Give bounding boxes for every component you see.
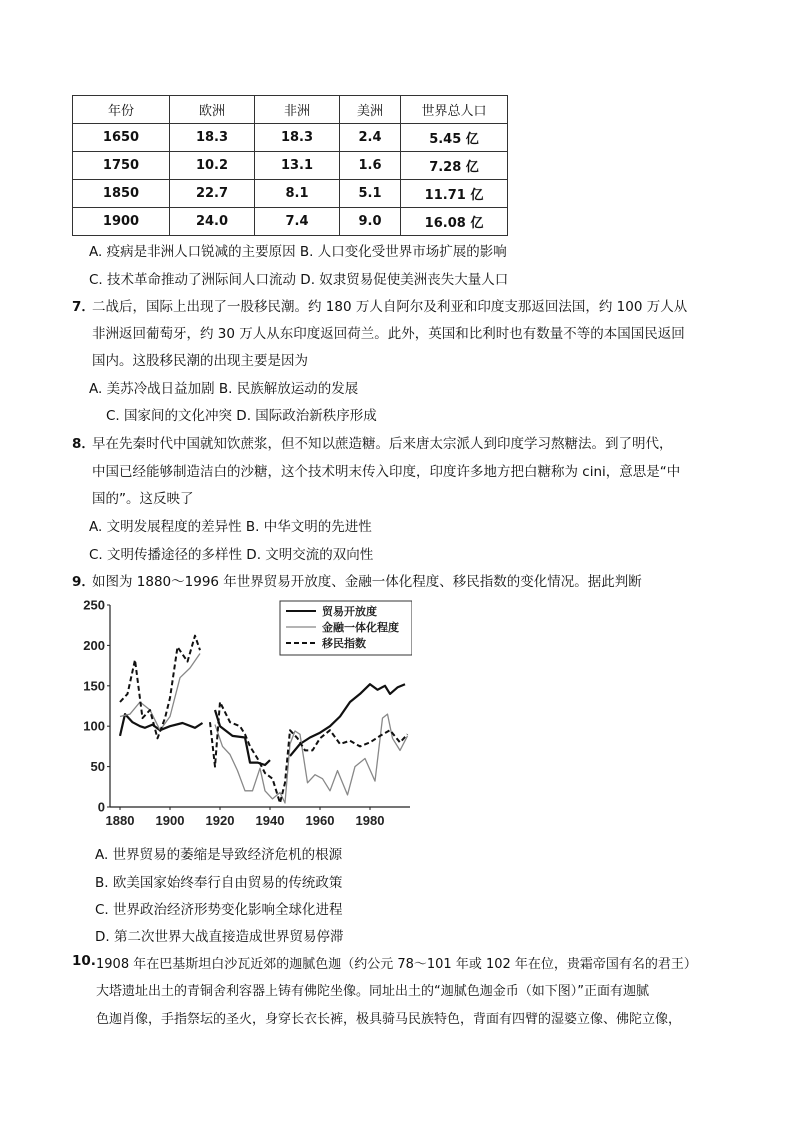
table-cell: 1.6 <box>340 152 401 180</box>
y-tick-label: 200 <box>83 637 105 653</box>
table-header-cell: 世界总人口 <box>401 96 508 124</box>
chart-legend <box>280 601 412 655</box>
q7-stem-line1: 二战后，国际上出现了一股移民潮。约 180 万人自阿尔及利亚和印度支那返回法国，约 100 万人从 <box>92 299 688 315</box>
x-tick-label: 1940 <box>255 813 285 828</box>
y-tick-label: 250 <box>83 597 105 613</box>
table-cell: 5.45 亿 <box>401 124 508 152</box>
q8-stem-line1: 早在先秦时代中国就知饮蔗浆，但不知以蔗造糖。后来唐太宗派人到印度学习熬糖法。到了明代， <box>92 436 673 452</box>
x-tick-label: 1900 <box>155 813 185 828</box>
y-tick-label: 50 <box>90 759 105 775</box>
chart-series-layer <box>120 636 408 803</box>
table-cell: 9.0 <box>340 208 401 236</box>
table-cell: 13.1 <box>255 152 340 180</box>
series-line-2-segment-2 <box>215 714 408 803</box>
q10-stem-line1: 1908 年在巴基斯坦白沙瓦近郊的迦腻色迦（约公元 78～101 年或 102 年在位，贵霜帝国有名的君王） <box>96 957 697 972</box>
table-cell: 18.3 <box>170 124 255 152</box>
table-header-cell: 年份 <box>73 96 170 124</box>
table-cell: 1900 <box>73 208 170 236</box>
table-header-row <box>73 96 508 124</box>
q9-option-d: D. 第二次世界大战直接造成世界贸易停滞 <box>95 929 344 945</box>
q10-number: 10. <box>72 953 96 969</box>
table-cell: 1750 <box>73 152 170 180</box>
q7-options-line2: C. 国家间的文化冲突 D. 国际政治新秩序形成 <box>106 408 377 424</box>
table-cell: 2.4 <box>340 124 401 152</box>
y-tick-label: 150 <box>83 678 105 694</box>
y-tick-label: 100 <box>83 718 105 734</box>
table-cell: 5.1 <box>340 180 401 208</box>
q9-option-a: A. 世界贸易的萎缩是导致经济危机的根源 <box>95 847 343 863</box>
q9-option-c: C. 世界政治经济形势变化影响全球化进程 <box>95 902 343 918</box>
q9-option-b: B. 欧美国家始终奉行自由贸易的传统政策 <box>95 875 343 891</box>
series-line-1-segment-1 <box>120 714 203 736</box>
table-cell: 11.71 亿 <box>401 180 508 208</box>
x-tick-label: 1880 <box>105 813 135 828</box>
q7-stem-line3: 国内。这股移民潮的出现主要是因为 <box>92 353 308 369</box>
q10-stem-line3: 色迦肖像，手指祭坛的圣火，身穿长衣长裤，极具骑马民族特色，背面有四臂的湿婆立像、佛陀立像， <box>96 1012 682 1027</box>
table-cell: 10.2 <box>170 152 255 180</box>
q8-stem-line3: 国的”。这反映了 <box>92 491 194 507</box>
q8-number: 8． <box>72 436 95 452</box>
legend-label: 金融一体化程度 <box>322 621 399 634</box>
table-cell: 7.4 <box>255 208 340 236</box>
q9-stem-line1: 如图为 1880～1996 年世界贸易开放度、金融一体化程度、移民指数的变化情况。据此判断 <box>92 574 642 590</box>
q9-number: 9． <box>72 574 95 590</box>
q7-number: 7． <box>72 299 95 315</box>
q7-stem-line2: 非洲返回葡萄牙，约 30 万人从东印度返回荷兰。此外，英国和比利时也有数量不等的本国国民返回 <box>92 326 685 342</box>
series-line-1-segment-2 <box>215 710 270 765</box>
table-row <box>73 180 508 208</box>
table-header-cell: 欧洲 <box>170 96 255 124</box>
q10-stem-line2: 大塔遗址出土的青铜舍利容器上铸有佛陀坐像。同址出土的“迦腻色迦金币（如下图）”正面有迦腻 <box>96 984 649 999</box>
q9-line-chart <box>72 595 412 830</box>
legend-label: 贸易开放度 <box>322 605 377 618</box>
table-cell: 8.1 <box>255 180 340 208</box>
table-cell: 1650 <box>73 124 170 152</box>
table-row <box>73 152 508 180</box>
table-cell: 22.7 <box>170 180 255 208</box>
series-line-2-segment-1 <box>120 654 200 731</box>
table-cell: 1850 <box>73 180 170 208</box>
table-cell: 24.0 <box>170 208 255 236</box>
table-row <box>73 208 508 236</box>
table-cell: 16.08 亿 <box>401 208 508 236</box>
q7-options-line1: A. 美苏冷战日益加剧 B. 民族解放运动的发展 <box>89 381 359 397</box>
table-cell: 7.28 亿 <box>401 152 508 180</box>
population-table <box>72 95 508 236</box>
y-tick-label: 0 <box>97 799 105 815</box>
q8-options-line1: A. 文明发展程度的差异性 B. 中华文明的先进性 <box>89 519 372 535</box>
table-header-cell: 美洲 <box>340 96 401 124</box>
table-header-cell: 非洲 <box>255 96 340 124</box>
x-tick-label: 1960 <box>305 813 335 828</box>
table-row <box>73 124 508 152</box>
series-line-1-segment-3 <box>290 684 405 756</box>
q8-stem-line2: 中国已经能够制造洁白的沙糖，这个技术明末传入印度，印度许多地方把白糖称为 cini，意思是“中 <box>92 464 681 480</box>
table-cell: 18.3 <box>255 124 340 152</box>
q8-options-line2: C. 文明传播途径的多样性 D. 文明交流的双向性 <box>89 547 374 563</box>
q6-options-line2: C. 技术革命推动了洲际间人口流动 D. 奴隶贸易促使美洲丧失大量人口 <box>89 272 509 288</box>
x-tick-label: 1980 <box>355 813 385 828</box>
x-tick-label: 1920 <box>205 813 235 828</box>
q6-options-line1: A. 疫病是非洲人口锐减的主要原因 B. 人口变化受世界市场扩展的影响 <box>89 244 507 260</box>
legend-label: 移民指数 <box>322 637 366 650</box>
